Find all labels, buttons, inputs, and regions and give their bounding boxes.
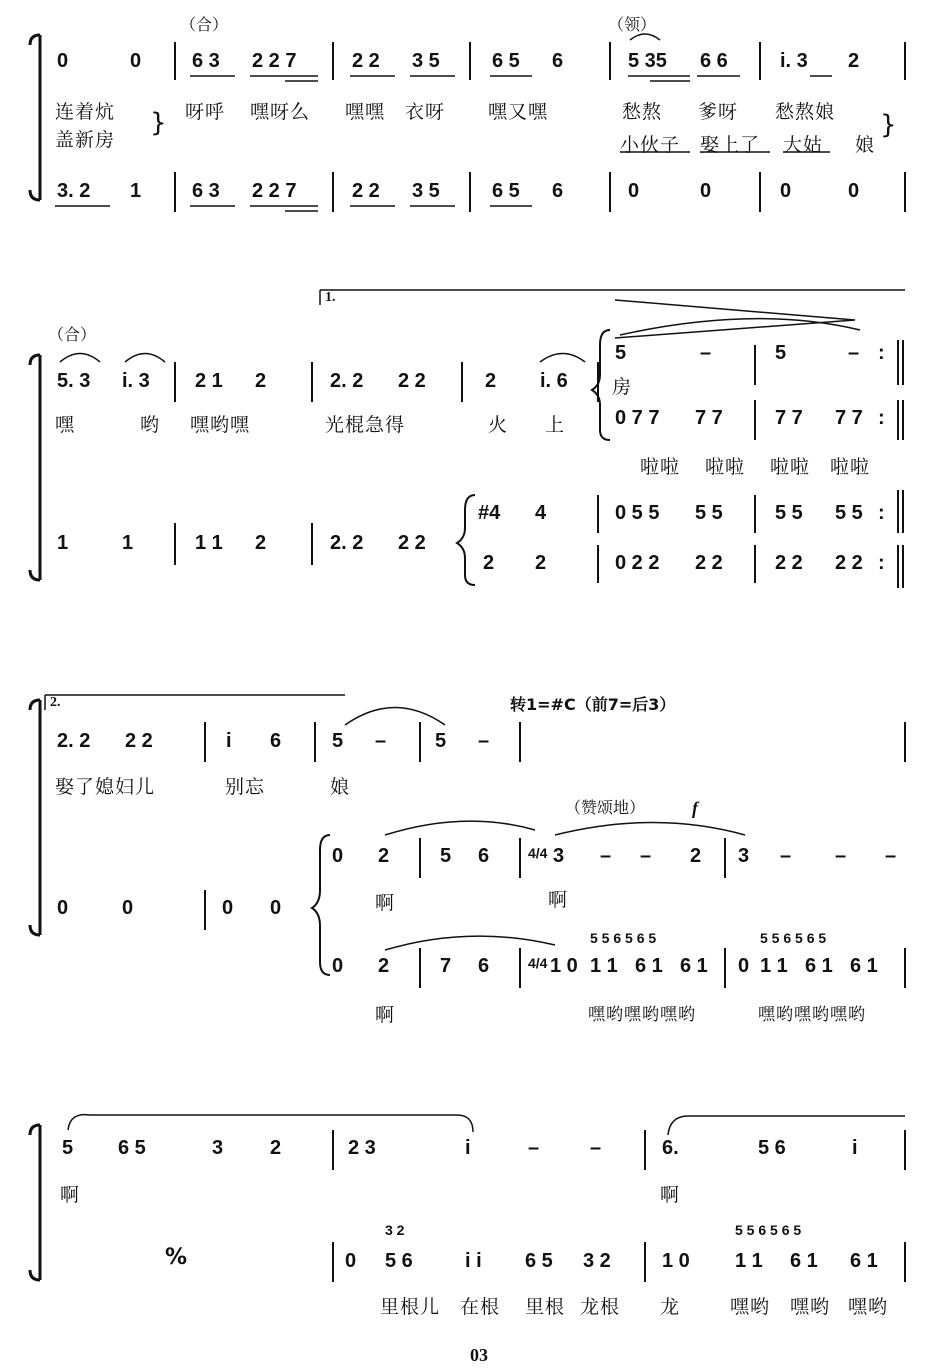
lyric: 愁熬: [622, 101, 663, 123]
page-number: 03: [470, 1345, 488, 1365]
note: 2: [378, 955, 390, 977]
note: 5 5: [835, 502, 863, 524]
note: 5 5: [695, 502, 723, 524]
lyric: 在根: [460, 1296, 501, 1318]
grace-notes: 5 5 6 5 6 5: [590, 930, 657, 946]
note: 2 2: [352, 180, 380, 202]
lyric: 别忘: [225, 776, 266, 798]
note: 0: [332, 955, 344, 977]
mark-chorus: （合）: [48, 325, 97, 344]
note: 3: [212, 1137, 224, 1159]
note: 0: [57, 50, 69, 72]
lyric: 啊: [660, 1184, 681, 1206]
note: 6 1: [635, 955, 663, 977]
note: –: [478, 730, 490, 752]
note: 1 1: [760, 955, 788, 977]
note: 2. 2: [330, 532, 364, 554]
lyric: 啊: [375, 1004, 396, 1026]
lyric: 龙根: [580, 1296, 621, 1318]
note: 0: [738, 955, 750, 977]
note: –: [590, 1137, 602, 1159]
lyric: 房: [612, 376, 633, 398]
lyric: 龙: [660, 1296, 681, 1318]
note: 0: [130, 50, 142, 72]
note: –: [375, 730, 387, 752]
note: 6 1: [680, 955, 708, 977]
lyric: 啊: [375, 892, 396, 914]
note: 2 2: [398, 532, 426, 554]
note: 7 7: [775, 407, 803, 429]
lyric: 呀呼: [185, 101, 226, 123]
lyric: 嘿哟嘿: [190, 414, 251, 436]
note: 6 5: [118, 1137, 146, 1159]
lyric: 娶上了: [700, 134, 761, 156]
note: 6 1: [850, 1250, 878, 1272]
lyric: 啦啦: [830, 456, 871, 478]
note: 0: [700, 180, 712, 202]
note: 6 5: [492, 180, 520, 202]
note: 1: [130, 180, 142, 202]
modulation-mark: 转1=#C（前7=后3）: [510, 695, 676, 714]
note: i: [852, 1137, 858, 1159]
lyric: 啦啦: [770, 456, 811, 478]
note: 4: [535, 502, 547, 524]
measure-repeat-icon: %: [165, 1245, 188, 1270]
brace-icon: }: [880, 110, 898, 140]
lyric: 嘿哟: [730, 1296, 771, 1318]
note: i i: [465, 1250, 482, 1272]
note: 6: [478, 845, 490, 867]
note: 0: [332, 845, 344, 867]
lyric: 爹呀: [698, 101, 739, 123]
note: –: [600, 845, 612, 867]
lyric: 哟: [140, 414, 161, 436]
note: –: [885, 845, 897, 867]
lyric: 光棍急得: [325, 414, 406, 436]
note: 6 5: [525, 1250, 553, 1272]
note: 2 2: [695, 552, 723, 574]
note: 1 1: [735, 1250, 763, 1272]
note: 2. 2: [330, 370, 364, 392]
note: 2: [535, 552, 547, 574]
note: 0: [122, 897, 134, 919]
lyric: 啊: [60, 1184, 81, 1206]
note: 0: [848, 180, 860, 202]
lyric: 啦啦: [640, 456, 681, 478]
grace-notes: 5 5 6 5 6 5: [735, 1222, 802, 1238]
lyric: 愁熬娘: [775, 101, 836, 123]
note: 2 2: [125, 730, 153, 752]
note: 6 3: [192, 180, 220, 202]
note: 2: [848, 50, 860, 72]
note: 2 2: [835, 552, 863, 574]
note: 6 1: [805, 955, 833, 977]
note: –: [780, 845, 792, 867]
grace-notes: 5 5 6 5 6 5: [760, 930, 827, 946]
note: 7 7: [835, 407, 863, 429]
note: 3. 2: [57, 180, 91, 202]
note: 5: [615, 342, 627, 364]
lyric: 里根: [525, 1296, 566, 1318]
lyric: 啦啦: [705, 456, 746, 478]
lyric: 嘿又嘿: [488, 101, 549, 123]
note: 1: [57, 532, 69, 554]
lyric: 嘿哟嘿哟嘿哟: [588, 1005, 696, 1025]
lyric: 娘: [330, 776, 351, 798]
note: 2 1: [195, 370, 223, 392]
note: 2 2 7: [252, 50, 297, 72]
grace-notes: 3 2: [385, 1222, 405, 1238]
note: 6 3: [192, 50, 220, 72]
expression-mark: （赞颂地）: [565, 798, 646, 817]
note: 2. 2: [57, 730, 91, 752]
note: 6: [270, 730, 282, 752]
note: 0: [57, 897, 69, 919]
note: 5: [332, 730, 344, 752]
note: –: [528, 1137, 540, 1159]
note: i: [226, 730, 232, 752]
note: 0: [780, 180, 792, 202]
volta-2: 2.: [50, 695, 61, 710]
lyric: 上: [545, 414, 566, 436]
lyric: 火: [488, 414, 509, 436]
note: 2: [255, 532, 267, 554]
note: 2 2: [775, 552, 803, 574]
note: 1 1: [195, 532, 223, 554]
note: 2: [270, 1137, 282, 1159]
note: 6 5: [492, 50, 520, 72]
note: 5: [775, 342, 787, 364]
note: 0: [222, 897, 234, 919]
note: 5: [435, 730, 447, 752]
mark-lead: （领）: [608, 15, 657, 34]
note: 2: [378, 845, 390, 867]
note: i. 3: [780, 50, 808, 72]
note: 6: [478, 955, 490, 977]
note: 0: [345, 1250, 357, 1272]
note: 0 7 7: [615, 407, 660, 429]
note: 2 3: [348, 1137, 376, 1159]
note: 2 2: [352, 50, 380, 72]
note: –: [848, 342, 860, 364]
lyric: 嘿哟嘿哟嘿哟: [758, 1005, 866, 1025]
note: 2: [690, 845, 702, 867]
note: #4: [478, 502, 501, 524]
lyric: 盖新房: [55, 129, 116, 151]
brace-icon: }: [150, 108, 168, 138]
lyric: 嘿呀么: [250, 101, 311, 123]
lyric: 衣呀: [405, 101, 446, 123]
note: 2: [483, 552, 495, 574]
note: 6: [552, 50, 564, 72]
note: 0: [270, 897, 282, 919]
note: i: [465, 1137, 471, 1159]
note: 6 6: [700, 50, 728, 72]
note: 7: [440, 955, 452, 977]
note: 0 2 2: [615, 552, 660, 574]
lyric: 嘿哟: [790, 1296, 831, 1318]
note: 5: [62, 1137, 74, 1159]
note: 3: [553, 845, 565, 867]
lyric: 嘿嘿: [345, 101, 386, 123]
repeat-dots-icon: :: [878, 407, 885, 429]
mark-chorus: （合）: [180, 15, 229, 34]
note: 2: [485, 370, 497, 392]
note: 6 1: [850, 955, 878, 977]
note: 3 2: [583, 1250, 611, 1272]
lyric: 娶了媳妇儿: [55, 776, 156, 798]
note: 2 2 7: [252, 180, 297, 202]
note: 0: [628, 180, 640, 202]
note: 3 5: [412, 50, 440, 72]
note: 5 35: [628, 50, 667, 72]
lyric: 里根儿: [380, 1296, 441, 1318]
note: 6.: [662, 1137, 679, 1159]
note: 0 5 5: [615, 502, 660, 524]
note: –: [700, 342, 712, 364]
note: 2: [255, 370, 267, 392]
repeat-dots-icon: :: [878, 502, 885, 524]
time-signature: 4/4: [528, 955, 548, 971]
lyric: 嘿: [55, 414, 76, 436]
note: i. 3: [122, 370, 150, 392]
note: –: [640, 845, 652, 867]
note: 5. 3: [57, 370, 91, 392]
note: 5 6: [385, 1250, 413, 1272]
note: 2 2: [398, 370, 426, 392]
note: 6: [552, 180, 564, 202]
note: 5 5: [775, 502, 803, 524]
note: 6 1: [790, 1250, 818, 1272]
time-signature: 4/4: [528, 845, 548, 861]
dynamic-mark: f: [692, 798, 698, 818]
note: 1 0: [550, 955, 578, 977]
lyric: 小伙子: [620, 134, 681, 156]
lyric: 娘: [855, 134, 876, 156]
lyric: 啊: [548, 889, 569, 911]
note: 1 1: [590, 955, 618, 977]
note: 1: [122, 532, 134, 554]
note: 1 0: [662, 1250, 690, 1272]
note: 7 7: [695, 407, 723, 429]
volta-1: 1.: [325, 290, 336, 305]
lyric: 连着炕: [55, 101, 116, 123]
note: 5 6: [758, 1137, 786, 1159]
repeat-dots-icon: :: [878, 552, 885, 574]
lyric: 嘿哟: [848, 1296, 889, 1318]
note: –: [835, 845, 847, 867]
repeat-dots-icon: :: [878, 342, 885, 364]
note: 5: [440, 845, 452, 867]
note: i. 6: [540, 370, 568, 392]
note: 3 5: [412, 180, 440, 202]
note: 3: [738, 845, 750, 867]
lyric: 大姑: [783, 134, 824, 156]
